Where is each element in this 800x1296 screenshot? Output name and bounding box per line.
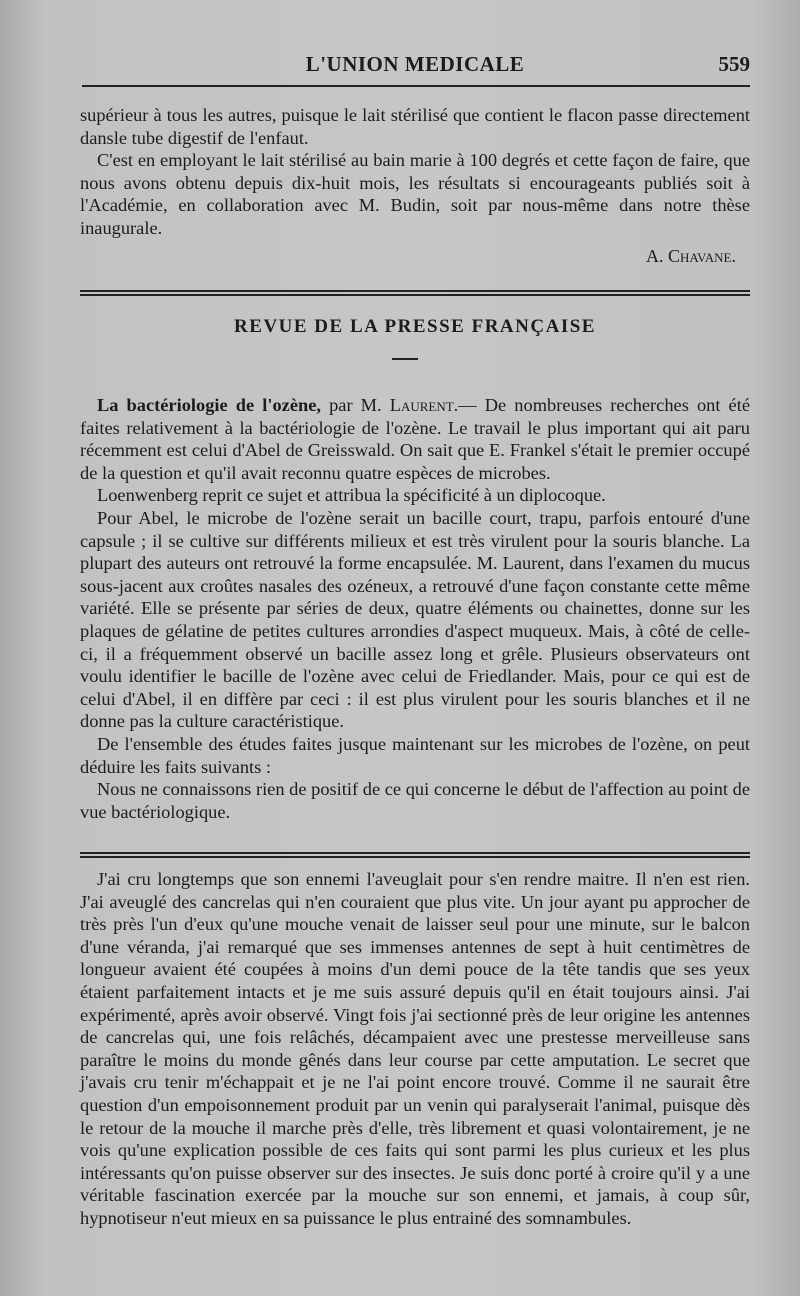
running-title: L'UNION MEDICALE: [305, 52, 525, 76]
article-block: [80, 394, 750, 823]
article-author: Laurent.: [389, 395, 459, 415]
article-lead-paragraph: [80, 394, 750, 484]
intro-block: [80, 104, 750, 240]
intro-paragraph-2: C'est en employant le lait stérilisé au bain marie à 100 degrés et cette façon de faire, que nous avons obtenu depuis dix-huit mois, les résultats si encourageants publiés soit à l'Académie, en collaboration avec M. Budin, soit par nous-même dans notre thèse inaugurale.: [80, 150, 750, 238]
excerpt-paragraph: J'ai cru longtemps que son ennemi l'aveuglait pour s'en rendre maitre. Il n'en est rien. J'ai aveuglé des cancrelas qui n'en couraient que plus vite. Un jour ayant pu approcher de très près l'un d'eux qu'une mouche venait de laisser seul pour une minute, sur le balcon d'une véranda, j'ai remarqué que ses immenses antennes de sept à huit centimètres de longueur avaient été coupées à moins d'un demi pouce de la tête tandis que ses yeux étaient parfaitement intacts et je me suis assuré depuis qu'il en était toujours ainsi. J'ai expérimenté, après avoir observé. Vingt fois j'ai sectionné près de leur origine les antennes de cancrelas qui, une fois relâchés, décampaient avec une prestesse merveilleuse sans paraître le moins du monde gênés dans leur course par cette amputation. Le secret que j'avais cru tenir m'échappait et je ne l'ai point encore trouvé. Comme il ne saurait être question d'un empoisonnement produit par un venin qui paralyserait l'animal, puisque dès le retour de la mouche il marche près d'elle, très librement et quasi volontairement, je ne vois qu'une explication possible de ces faits qui sont parmi les plus curieux et les plus intéressants qu'on puisse observer sur des insectes. Je suis donc porté à croire qu'il y a une véritable fascination exercée par la mouche sur son ennemi, et jamais, à coup sûr, hypnotiseur n'eut mieux en sa puissance le plus entrainé des somnambules.: [80, 869, 750, 1228]
article-lead-text: — De nombreuses recherches ont été faites relativement à la bactériologie de l'ozène. Le travail le plus important qui ait paru récemment est celui d'Abel de Greisswald. On sait que E. Frankel s'était le premier occupé de la question et qu'il avait reconnu quatre espèces de microbes.: [80, 395, 750, 483]
article-title: La bactériologie de l'ozène,: [97, 395, 321, 415]
intro-paragraph-1: supérieur à tous les autres, puisque le lait stérilisé que contient le flacon passe directement dansle tube digestif de l'enfaut.: [80, 105, 750, 148]
header-rule: [82, 85, 750, 87]
article-byline-prefix: par M.: [320, 395, 390, 415]
section-title: REVUE DE LA PRESSE FRANÇAISE: [234, 316, 596, 337]
section-rule-top: [80, 290, 750, 296]
signature-name: Chavane.: [667, 246, 736, 266]
section-dash: [392, 358, 418, 360]
article-paragraph-3: Pour Abel, le microbe de l'ozène serait un bacille court, trapu, parfois entouré d'une capsule ; il se cultive sur différents milieux et est très virulent pour la souris blanche. La plupart des auteurs ont retrouvé la forme encapsulée. M. Laurent, dans l'examen du mucus sous-jacent aux croûtes nasales des ozéneux, a retrouvé d'une façon constante cette même variété. Elle se présente par séries de deux, quatre éléments ou chainettes, donne sur les plaques de gélatine de petites cultures arrondies d'aspect muqueux. Mais, à côté de celle-ci, il a fréquemment observé un bacille assez long et grêle. Plusieurs observateurs ont voulu identifier le bacille de l'ozène avec celui de Friedlander. Mais, pour ce qui est de celui d'Abel, il en diffère par ceci : il est plus virulent pour les souris blanches et il ne donne pas la culture caractéristique.: [80, 507, 750, 732]
running-header: [80, 52, 750, 82]
article-paragraph-2: Loenwenberg reprit ce sujet et attribua la spécificité à un diplocoque.: [97, 485, 606, 506]
author-signature: [646, 246, 736, 267]
excerpt-block: [80, 868, 750, 1230]
article-paragraph-4: De l'ensemble des études faites jusque maintenant sur les microbes de l'ozène, on peut déduire les faits suivants :: [80, 733, 750, 777]
article-paragraph-5: Nous ne connaissons rien de positif de ce qui concerne le début de l'affection au point de vue bactériologique.: [80, 779, 750, 822]
signature-initial: A.: [645, 246, 668, 266]
page-number: 559: [718, 52, 750, 76]
section-rule-bottom: [80, 852, 750, 858]
